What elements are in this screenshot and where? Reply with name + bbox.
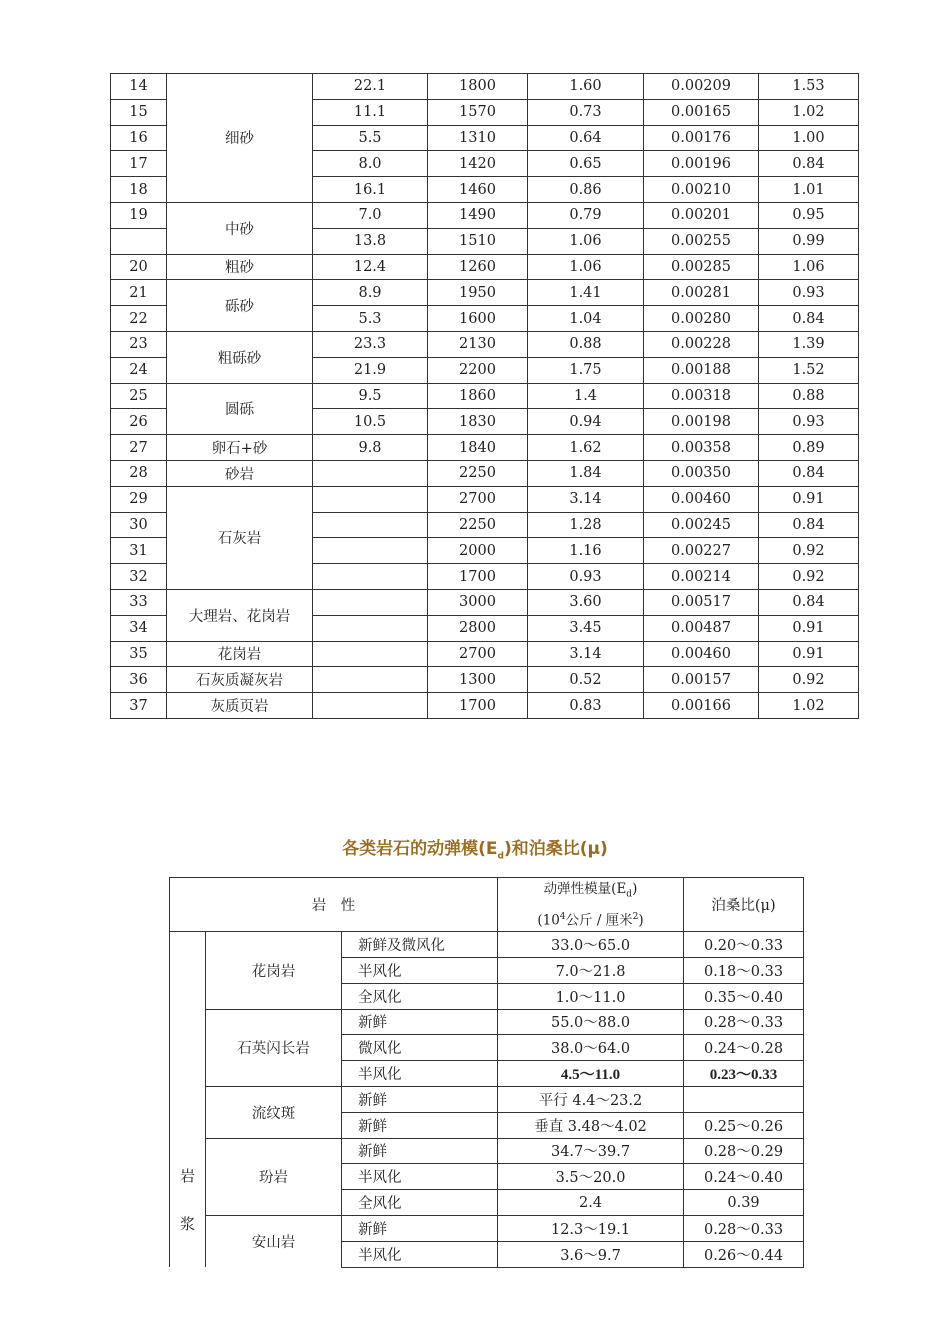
weathering-state: 新鲜 <box>342 1112 498 1138</box>
table-row <box>111 331 859 357</box>
unit-mid: 公斤 / 厘米 <box>565 912 633 929</box>
cell: 0.99 <box>759 228 859 254</box>
table-row <box>111 74 859 100</box>
rock-type: 石灰质凝灰岩 <box>167 667 313 693</box>
header-ed-line1 <box>498 878 683 906</box>
cell: 1600 <box>428 306 528 332</box>
cell: 0.00196 <box>644 151 759 177</box>
cell: 0.00209 <box>644 74 759 100</box>
cell: 0.00255 <box>644 228 759 254</box>
cell: 0.00166 <box>644 693 759 719</box>
cell: 0.88 <box>759 383 859 409</box>
cell <box>313 512 428 538</box>
cell: 0.00227 <box>644 538 759 564</box>
row-number: 21 <box>111 280 167 306</box>
cell: 0.91 <box>759 615 859 641</box>
cell: 1420 <box>428 151 528 177</box>
weathering-state: 新鲜 <box>342 1009 498 1035</box>
cell: 9.8 <box>313 435 428 461</box>
cell: 0.93 <box>759 409 859 435</box>
cell: 1.06 <box>528 228 644 254</box>
cell: 0.64 <box>528 125 644 151</box>
cell: 21.9 <box>313 357 428 383</box>
cell: 9.5 <box>313 383 428 409</box>
cell: 0.93 <box>759 280 859 306</box>
cell <box>313 641 428 667</box>
cell: 0.00157 <box>644 667 759 693</box>
cell: 2250 <box>428 512 528 538</box>
weathering-state: 全风化 <box>342 1190 498 1216</box>
cell: 0.00281 <box>644 280 759 306</box>
mu-value <box>684 1086 804 1112</box>
table-row <box>111 693 859 719</box>
rock-name: 花岗岩 <box>206 932 342 1009</box>
cell: 3.14 <box>528 486 644 512</box>
cell: 0.91 <box>759 641 859 667</box>
mu-value: 0.35～0.40 <box>684 983 804 1009</box>
table-row <box>111 460 859 486</box>
ed-value: 1.0～11.0 <box>498 983 684 1009</box>
cell: 0.92 <box>759 538 859 564</box>
table-row <box>111 589 859 615</box>
cell: 0.00176 <box>644 125 759 151</box>
rock-name: 安山岩 <box>206 1215 342 1267</box>
cell: 0.92 <box>759 564 859 590</box>
soil-type: 粗砾砂 <box>167 331 313 383</box>
cell: 7.0 <box>313 202 428 228</box>
cell: 0.00350 <box>644 460 759 486</box>
cell: 1.62 <box>528 435 644 461</box>
row-number: 31 <box>111 538 167 564</box>
cell: 1490 <box>428 202 528 228</box>
cell: 0.52 <box>528 667 644 693</box>
cell: 3000 <box>428 589 528 615</box>
cell: 16.1 <box>313 177 428 203</box>
cell: 1860 <box>428 383 528 409</box>
title-text-end: )和泊桑比(μ) <box>504 839 608 859</box>
row-number: 35 <box>111 641 167 667</box>
cell: 1.84 <box>528 460 644 486</box>
row-number: 17 <box>111 151 167 177</box>
cell: 0.00210 <box>644 177 759 203</box>
rock-name: 石英闪长岩 <box>206 1009 342 1086</box>
cell: 1510 <box>428 228 528 254</box>
ed-value: 3.6～9.7 <box>498 1241 684 1267</box>
cell: 1.53 <box>759 74 859 100</box>
cell: 1300 <box>428 667 528 693</box>
mu-value: 0.18～0.33 <box>684 957 804 983</box>
ed-label: 动弹性模量(E <box>543 881 627 897</box>
cell: 0.89 <box>759 435 859 461</box>
cell: 1.52 <box>759 357 859 383</box>
cell: 1.16 <box>528 538 644 564</box>
mu-value: 0.28～0.33 <box>684 1009 804 1035</box>
cell: 1310 <box>428 125 528 151</box>
ed-close: ) <box>632 881 638 897</box>
cell: 1700 <box>428 693 528 719</box>
cell: 3.60 <box>528 589 644 615</box>
weathering-state: 半风化 <box>342 957 498 983</box>
table-row <box>170 1138 804 1164</box>
ed-sub: d <box>626 889 633 900</box>
header-ed-line2 <box>498 906 683 932</box>
ed-value: 4.5～11.0 <box>498 1061 684 1087</box>
cell: 0.00517 <box>644 589 759 615</box>
cell: 1260 <box>428 254 528 280</box>
mu-value: 0.25～0.26 <box>684 1112 804 1138</box>
category-char-1: 岩 <box>179 1166 195 1185</box>
table-row <box>111 486 859 512</box>
cell: 0.00358 <box>644 435 759 461</box>
cell: 0.00165 <box>644 99 759 125</box>
soil-type: 细砂 <box>167 74 313 203</box>
rock-type: 灰质页岩 <box>167 693 313 719</box>
row-number: 16 <box>111 125 167 151</box>
cell: 0.83 <box>528 693 644 719</box>
header-ed <box>498 878 684 932</box>
cell: 1.75 <box>528 357 644 383</box>
cell <box>313 667 428 693</box>
row-number: 30 <box>111 512 167 538</box>
cell: 0.00245 <box>644 512 759 538</box>
cell: 2700 <box>428 641 528 667</box>
mu-value: 0.28～0.29 <box>684 1138 804 1164</box>
mu-value: 0.28～0.33 <box>684 1215 804 1241</box>
cell: 0.00201 <box>644 202 759 228</box>
table-row <box>111 383 859 409</box>
table-row <box>111 667 859 693</box>
cell: 2700 <box>428 486 528 512</box>
cell: 8.0 <box>313 151 428 177</box>
weathering-state: 半风化 <box>342 1241 498 1267</box>
soil-type: 圆砾 <box>167 383 313 435</box>
mu-value: 0.20～0.33 <box>684 932 804 958</box>
row-number: 29 <box>111 486 167 512</box>
cell: 0.00228 <box>644 331 759 357</box>
rock-type: 大理岩、花岗岩 <box>167 589 313 641</box>
cell: 1950 <box>428 280 528 306</box>
cell: 22.1 <box>313 74 428 100</box>
soil-type: 中砂 <box>167 202 313 254</box>
rock-type: 砂岩 <box>167 460 313 486</box>
cell: 0.93 <box>528 564 644 590</box>
cell: 23.3 <box>313 331 428 357</box>
row-number <box>111 228 167 254</box>
ed-value: 12.3～19.1 <box>498 1215 684 1241</box>
row-number: 18 <box>111 177 167 203</box>
cell: 1.28 <box>528 512 644 538</box>
cell: 0.84 <box>759 306 859 332</box>
row-number: 27 <box>111 435 167 461</box>
rock-type: 石灰岩 <box>167 486 313 589</box>
cell: 1830 <box>428 409 528 435</box>
row-number: 19 <box>111 202 167 228</box>
unit-sup: 4 <box>559 911 566 922</box>
row-number: 26 <box>111 409 167 435</box>
mu-value: 0.24～0.28 <box>684 1035 804 1061</box>
row-number: 36 <box>111 667 167 693</box>
cell: 3.14 <box>528 641 644 667</box>
row-number: 23 <box>111 331 167 357</box>
weathering-state: 新鲜 <box>342 1138 498 1164</box>
cell <box>313 615 428 641</box>
cell: 2130 <box>428 331 528 357</box>
unit-pre: (10 <box>537 912 560 929</box>
cell: 2200 <box>428 357 528 383</box>
cell <box>313 538 428 564</box>
cell <box>313 589 428 615</box>
cell: 0.00214 <box>644 564 759 590</box>
cell: 0.84 <box>759 589 859 615</box>
cell: 0.95 <box>759 202 859 228</box>
weathering-state: 半风化 <box>342 1061 498 1087</box>
table-row <box>170 1009 804 1035</box>
cell: 0.94 <box>528 409 644 435</box>
ed-value: 34.7～39.7 <box>498 1138 684 1164</box>
table-row <box>111 202 859 228</box>
weathering-state: 全风化 <box>342 983 498 1009</box>
row-number: 33 <box>111 589 167 615</box>
cell: 1.06 <box>528 254 644 280</box>
row-number: 37 <box>111 693 167 719</box>
cell: 1.4 <box>528 383 644 409</box>
mu-value: 0.39 <box>684 1190 804 1216</box>
ed-value: 平行 4.4～23.2 <box>498 1086 684 1112</box>
table-row <box>111 254 859 280</box>
category-char-2: 浆 <box>179 1214 195 1233</box>
cell: 1.04 <box>528 306 644 332</box>
table-title <box>0 834 950 861</box>
cell: 0.00460 <box>644 641 759 667</box>
cell: 0.00280 <box>644 306 759 332</box>
weathering-state: 新鲜 <box>342 1215 498 1241</box>
cell: 0.84 <box>759 460 859 486</box>
row-number: 24 <box>111 357 167 383</box>
header-rock: 岩 性 <box>170 878 498 932</box>
cell <box>313 693 428 719</box>
mu-value: 0.24～0.40 <box>684 1164 804 1190</box>
table-row <box>111 435 859 461</box>
cell: 1700 <box>428 564 528 590</box>
cell: 0.84 <box>759 151 859 177</box>
row-number: 20 <box>111 254 167 280</box>
cell <box>313 460 428 486</box>
cell: 12.4 <box>313 254 428 280</box>
weathering-state: 新鲜及微风化 <box>342 932 498 958</box>
title-subscript: d <box>497 851 504 862</box>
header-row <box>170 878 804 932</box>
ed-value: 3.5～20.0 <box>498 1164 684 1190</box>
cell: 0.91 <box>759 486 859 512</box>
rock-name: 流纹斑 <box>206 1086 342 1138</box>
cell: 1.02 <box>759 693 859 719</box>
row-number: 28 <box>111 460 167 486</box>
cell: 0.65 <box>528 151 644 177</box>
cell: 0.88 <box>528 331 644 357</box>
cell: 8.9 <box>313 280 428 306</box>
cell: 0.73 <box>528 99 644 125</box>
cell: 0.00487 <box>644 615 759 641</box>
ed-value: 55.0～88.0 <box>498 1009 684 1035</box>
ed-value: 33.0～65.0 <box>498 932 684 958</box>
cell <box>313 486 428 512</box>
cell: 11.1 <box>313 99 428 125</box>
row-number: 14 <box>111 74 167 100</box>
cell: 0.00285 <box>644 254 759 280</box>
cell: 0.00188 <box>644 357 759 383</box>
cell: 2800 <box>428 615 528 641</box>
weathering-state: 新鲜 <box>342 1086 498 1112</box>
weathering-state: 半风化 <box>342 1164 498 1190</box>
cell: 0.92 <box>759 667 859 693</box>
cell: 1.06 <box>759 254 859 280</box>
cell: 0.84 <box>759 512 859 538</box>
cell: 3.45 <box>528 615 644 641</box>
rock-name: 玢岩 <box>206 1138 342 1215</box>
cell: 0.00318 <box>644 383 759 409</box>
ed-value: 垂直 3.48～4.02 <box>498 1112 684 1138</box>
table-row <box>170 1215 804 1241</box>
cell: 0.86 <box>528 177 644 203</box>
cell: 1.60 <box>528 74 644 100</box>
unit-close: ) <box>638 912 644 929</box>
cell: 5.3 <box>313 306 428 332</box>
cell: 1.39 <box>759 331 859 357</box>
table-row <box>111 280 859 306</box>
table-dynamic-modulus <box>169 877 804 1268</box>
table-row <box>170 1086 804 1112</box>
cell: 0.79 <box>528 202 644 228</box>
cell: 13.8 <box>313 228 428 254</box>
cell: 1.00 <box>759 125 859 151</box>
soil-type: 粗砂 <box>167 254 313 280</box>
mu-value: 0.26～0.44 <box>684 1241 804 1267</box>
unit-sup2: 2 <box>632 911 639 922</box>
table-row <box>111 641 859 667</box>
cell: 1.01 <box>759 177 859 203</box>
weathering-state: 微风化 <box>342 1035 498 1061</box>
cell: 1800 <box>428 74 528 100</box>
rock-type: 花岗岩 <box>167 641 313 667</box>
row-number: 32 <box>111 564 167 590</box>
table-row <box>170 932 804 958</box>
cell: 0.00198 <box>644 409 759 435</box>
row-number: 15 <box>111 99 167 125</box>
cell: 2000 <box>428 538 528 564</box>
soil-type: 砾砂 <box>167 280 313 332</box>
category-igneous <box>170 932 206 1267</box>
ed-value: 2.4 <box>498 1190 684 1216</box>
ed-value: 7.0～21.8 <box>498 957 684 983</box>
cell: 1840 <box>428 435 528 461</box>
table-rock-properties <box>110 73 859 719</box>
row-number: 25 <box>111 383 167 409</box>
cell: 2250 <box>428 460 528 486</box>
row-number: 34 <box>111 615 167 641</box>
soil-type: 卵石+砂 <box>167 435 313 461</box>
ed-value: 38.0～64.0 <box>498 1035 684 1061</box>
header-mu: 泊桑比(μ) <box>684 878 804 932</box>
cell: 1570 <box>428 99 528 125</box>
cell: 1.02 <box>759 99 859 125</box>
cell: 1.41 <box>528 280 644 306</box>
cell: 10.5 <box>313 409 428 435</box>
title-text: 各类岩石的动弹模(E <box>342 839 498 859</box>
cell: 0.00460 <box>644 486 759 512</box>
cell: 5.5 <box>313 125 428 151</box>
cell <box>313 564 428 590</box>
mu-value: 0.23～0.33 <box>684 1061 804 1087</box>
row-number: 22 <box>111 306 167 332</box>
cell: 1460 <box>428 177 528 203</box>
